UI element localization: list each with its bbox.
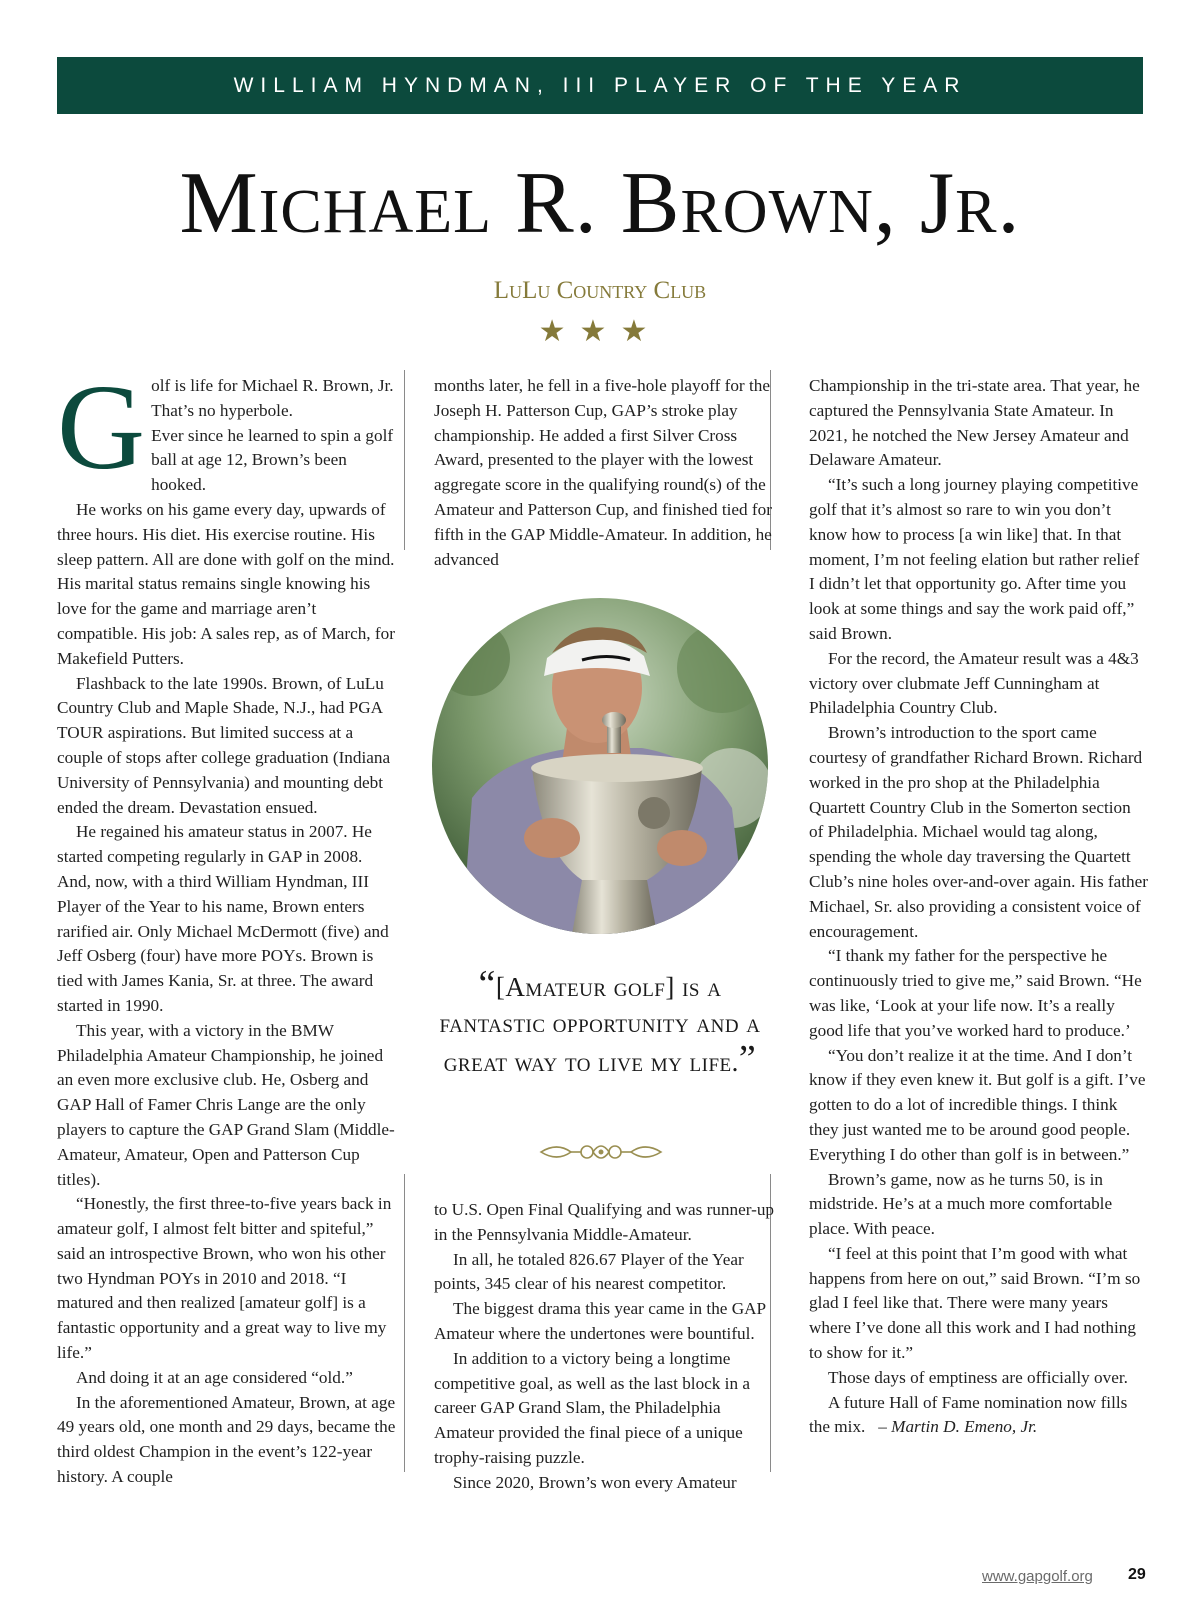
paragraph: Championship in the tri-state area. That year, he captured the Pennsylvania State Amateur. In 2021, he notched the New Jersey Amateur and Delaware Amateur. — [809, 376, 1140, 470]
paragraph: Those days of emptiness are officially over. — [828, 1367, 1128, 1387]
section-banner — [57, 57, 1143, 114]
paragraph: “I feel at this point that I’m good with what happens from here on out,” said Brown. “I’m so glad I feel like that. There were many years where I’ve done all this work and I had nothing to show for it.” — [809, 1243, 1141, 1363]
paragraph: Flashback to the late 1990s. Brown, of LuLu Country Club and Maple Shade, N.J., had PGA TOUR aspirations. But limited success at a couple of stops after college graduation (Indiana University of Pennsylvania) and mounting debt ended the dream. Devastation ensued. — [57, 673, 391, 817]
paragraph: “It’s such a long journey playing competitive golf that it’s almost so rare to win you don’t know how to process [a win like] that. In that moment, I’m not feeling elation but rather relief I didn’t let that opportunity go. After time you look at some things and say the work paid off,” said Brown. — [809, 475, 1140, 643]
paragraph: The biggest drama this year came in the GAP Amateur where the undertones were bountiful. — [434, 1299, 766, 1343]
paragraph: He regained his amateur status in 2007. He started competing regularly in GAP in 2008. And, now, with a third William Hyndman, III Player of the Year to his name, Brown enters rarified air. Only Michael McDermott (five) and Jeff Osberg (four) have more POYs. Brown is tied with James Kania, Sr. at three. The award started in 1990. — [57, 822, 389, 1015]
paragraph: Since 2020, Brown’s won every Amateur — [453, 1472, 737, 1492]
page-number: 29 — [1128, 1566, 1146, 1583]
author-signature: – Martin D. Emeno, Jr. — [878, 1417, 1038, 1437]
lead-line: That’s no hyperbole. — [151, 400, 293, 420]
paragraph: This year, with a victory in the BMW Philadelphia Amateur Championship, he joined an even more exclusive club. He, Osberg and GAP Hall of Famer Chris Lange are the only players to capture the GAP Grand Slam (Middle-Amateur, Amateur, Open and Patterson Cup titles). — [57, 1020, 395, 1189]
pull-quote-open-mark: “ — [478, 963, 496, 1005]
paragraph: In addition to a victory being a longtime competitive goal, as well as the last block in a career GAP Grand Slam, the Philadelphia Amateur provided the final piece of a unique trophy-raising puzzle. — [434, 1348, 750, 1467]
column-divider — [404, 370, 405, 550]
rating-stars: ★★★ — [538, 314, 662, 349]
paragraph: to U.S. Open Final Qualifying and was runner-up in the Pennsylvania Middle-Amateur. — [434, 1200, 775, 1244]
article-lead — [57, 360, 397, 498]
paragraph: Brown’s introduction to the sport came courtesy of grandfather Richard Brown. Richard worked in the pro shop at the Philadelphia Quartett Country Club in the Somerton section of Philadelphia. Michael would tag along, spending the whole day traversing the Quartett Club’s nine holes over-and-over again. His father Michael, Sr. also providing a consistent voice of encouragement. — [809, 723, 1149, 941]
pull-quote-close-mark: ” — [738, 1038, 757, 1080]
column-divider — [404, 1174, 405, 1472]
banner-text: WILLIAM HYNDMAN, III PLAYER OF THE YEAR — [233, 73, 967, 97]
pull-quote — [432, 963, 768, 1080]
lead-line: olf is life for Michael R. Brown, Jr. — [151, 376, 394, 395]
article-column-2-bottom — [434, 1198, 774, 1496]
website-link[interactable]: www.gapgolf.org — [982, 1568, 1093, 1585]
paragraph: “Honestly, the first three-to-five years back in amateur golf, I almost felt bitter and spiteful,” said an introspective Brown, who won his other two Hyndman POYs in 2010 and 2018. “I matured and then realized [amateur golf] is a fantastic opportunity and a great way to live my life.” — [57, 1194, 392, 1363]
club-name: LuLu Country Club — [493, 277, 707, 304]
paragraph: months later, he fell in a five-hole playoff for the Joseph H. Patterson Cup, GAP’s stroke play championship. He added a first Silver Cross Award, presented to the player with the lowest aggregate score in the qualifying round(s) of the Amateur and Patterson Cup, and finished tied for fifth in the GAP Middle-Amateur. In addition, he advanced — [434, 376, 772, 569]
paragraph-last — [809, 1391, 1149, 1441]
pull-quote-text: [Amateur golf] is a fantastic opportunity and a great way to live my life. — [439, 972, 761, 1077]
paragraph: In the aforementioned Amateur, Brown, at age 49 years old, one month and 29 days, became the third oldest Champion in the event’s 122-year history. A couple — [57, 1392, 396, 1487]
article-title: Michael R. Brown, Jr. — [179, 155, 1021, 252]
article-column-3 — [809, 374, 1149, 1440]
paragraph: “I thank my father for the perspective he continuously tried to give me,” said Brown. “He was like, ‘Look at your life now. It’s a really good life that you’ve worked hard to produce.’ — [809, 946, 1142, 1040]
player-photo — [432, 598, 768, 934]
paragraph: “You don’t realize it at the time. And I don’t know if they even knew it. But golf is a gift. I’ve gotten to do a lot of incredible things. I think they just wanted me to be around good people. Everything I do other than golf is in between.” — [809, 1045, 1146, 1164]
paragraph: For the record, the Amateur result was a 4&3 victory over clubmate Jeff Cunningham at Philadelphia Country Club. — [809, 648, 1139, 718]
closing-text: A future Hall of Fame nomination now fills the mix. — [809, 1392, 1128, 1437]
paragraph: And doing it at an age considered “old.” — [76, 1367, 353, 1387]
flourish-ornament-icon — [537, 1138, 665, 1166]
article-column-2-top — [434, 374, 774, 572]
drop-cap: G — [57, 360, 146, 495]
paragraph: He works on his game every day, upwards of three hours. His diet. His exercise routine. His sleep pattern. All are done with golf on the mind. His marital status remains single knowing his love for the game and marriage aren’t compatible. His job: A sales rep, as of March, for Makefield Putters. — [57, 499, 395, 668]
paragraph: In all, he totaled 826.67 Player of the Year points, 345 clear of his nearest competitor. — [434, 1249, 744, 1294]
paragraph: Brown’s game, now as he turns 50, is in midstride. He’s at a much more comfortable place. With peace. — [809, 1169, 1113, 1239]
lead-line: Ever since he learned to spin a golf ball at age 12, Brown’s been hooked. — [151, 425, 394, 495]
article-column-1 — [57, 360, 397, 1490]
